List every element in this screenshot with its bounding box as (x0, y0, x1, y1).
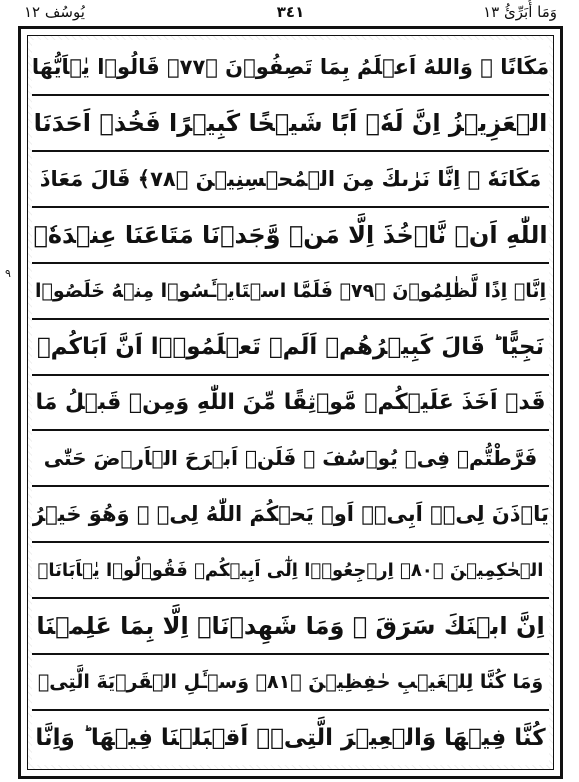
text-line: الۡحٰكِمِيۡنَ ﴿٨٠﴾ اِرۡجِعُوۡۤا اِلٰٓى اَبِيۡكُمۡ فَقُوۡلُوۡا يٰۤاَبَانَاۤ (32, 543, 549, 599)
ruku-margin-mark: ٩ (5, 267, 11, 280)
decorative-border (27, 35, 554, 770)
page-border (18, 26, 563, 779)
text-line: كُنَّا فِيۡهَا وَالۡعِيۡرَ الَّتِىۡۤ اَقۡبَلۡنَا فِيۡهَا ؕ وَاِنَّا (35, 725, 546, 752)
text-line: نَجِيًّا ؕ قَالَ كَبِيۡرُهُمۡ اَلَمۡ تَعۡلَمُوۡۤا اَنَّ اَبَاكُمۡ (32, 320, 549, 376)
text-lines (32, 40, 549, 765)
text-line: الۡعَزِيۡزُ اِنَّ لَهٗۤ اَبًا شَيۡخًا كَبِيۡرًا فَخُذۡ اَحَدَنَا (32, 96, 549, 152)
surah-name: يُوسُف ١٢ (24, 3, 85, 21)
text-line: اللّٰهِ اَنۡ نَّاۡخُذَ اِلَّا مَنۡ وَّجَدۡنَا مَتَاعَنَا عِنۡدَهٗۤ (32, 208, 549, 264)
text-line: مَكَانًا ۚ وَاللهُ اَعۡلَمُ بِمَا تَصِفُوۡنَ ﴿٧٧﴾ قَالُوۡا يٰۤاَيُّهَا (32, 40, 549, 96)
page-number: ٣٤١ (276, 3, 305, 21)
text-line: قَدۡ اَخَذَ عَلَيۡكُمۡ مَّوۡثِقًا مِّنَ اللّٰهِ وَمِنۡ قَبۡلُ مَا (32, 376, 549, 432)
juz-name: وَمَا أُبَرِّئُ ١٣ (483, 3, 557, 21)
text-line: يَاۡذَنَ لِىۡۤ اَبِىۡۤ اَوۡ يَحۡكُمَ اللّٰهُ لِىۡ ۚ وَهُوَ خَيۡرُ (32, 487, 549, 543)
text-line: اِنَّاۤ اِذًا لَّظٰلِمُوۡنَ ﴿٧٩﴾ فَلَمَّا اسۡتَايۡـَٔسُوۡا مِنۡهُ خَلَصُوۡا (32, 264, 549, 320)
text-line: مَكَانَهٗ ۚ اِنَّا نَرٰٮكَ مِنَ الۡمُحۡسِنِيۡنَ ﴿٧٨﴾ قَالَ مَعَاذَ (32, 152, 549, 208)
text-line: وَمَا كُنَّا لِلۡغَيۡبِ حٰفِظِيۡنَ ﴿٨١﴾ وَسۡـَٔلِ الۡقَرۡيَةَ الَّتِىۡ (32, 655, 549, 711)
text-line: اِنَّ ابۡنَكَ سَرَقَ ۚ وَمَا شَهِدۡنَاۤ اِلَّا بِمَا عَلِمۡنَا (32, 599, 549, 655)
text-line: فَرَّطْتُّمۡ فِىۡ يُوۡسُفَ ۚ فَلَنۡ اَبۡرَحَ الۡاَرۡضَ حَتّٰى (32, 431, 549, 487)
page-header (18, 0, 563, 26)
